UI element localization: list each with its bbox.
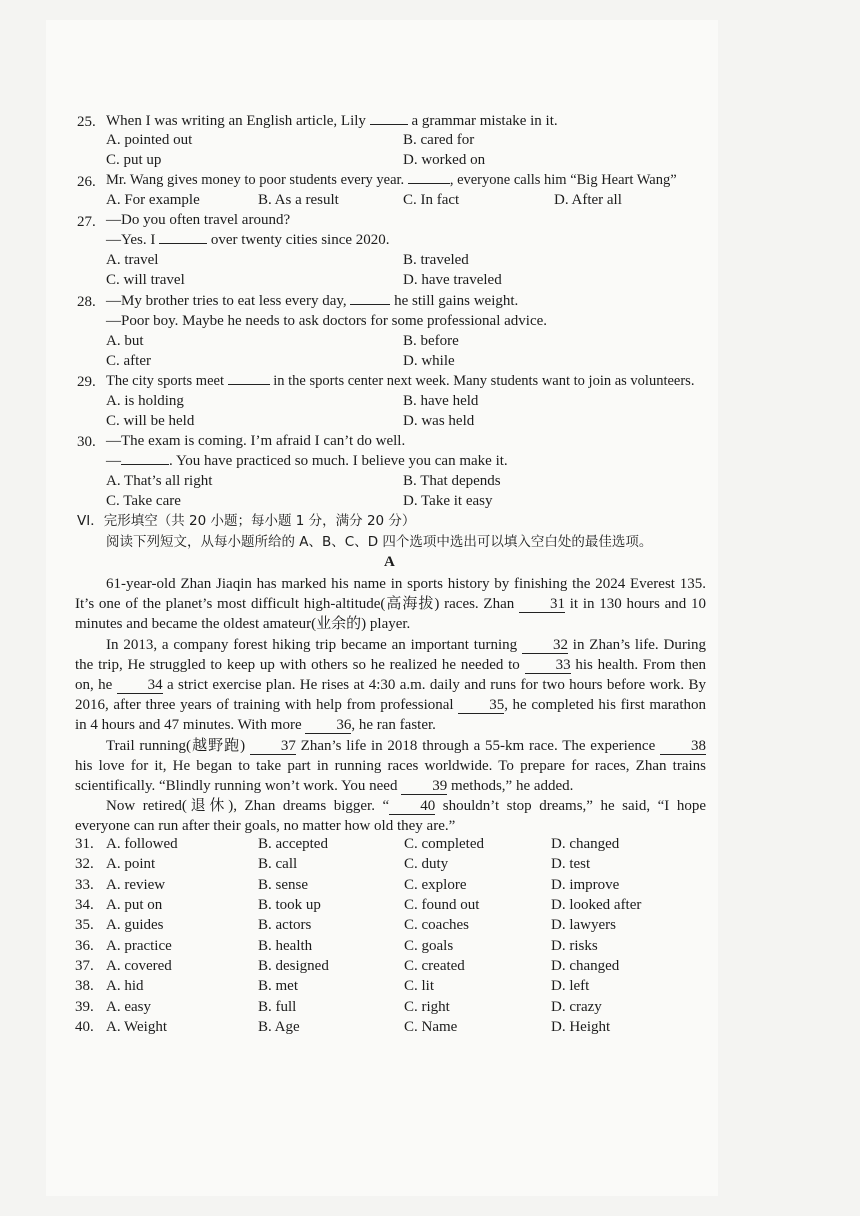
option-c: C. right <box>404 999 450 1015</box>
option-b: B. met <box>258 978 298 994</box>
option-a: A. easy <box>106 999 151 1015</box>
option-d: D. worked on <box>403 152 486 168</box>
blank-35: 35 <box>458 697 504 714</box>
option-b: B. accepted <box>258 836 328 852</box>
passage-paragraph-1: 61-year-old Zhan Jiaqin has marked his name in sports history by finishing the 2024 Everest 135. It’s one of the planet’s most difficult high-altitude(高海拔) races. Zhan 31 it in 130 hours and 10 minutes and became the oldest amateur(业余的) player. <box>75 576 706 632</box>
option-d: D. risks <box>551 938 598 954</box>
option-b: B. took up <box>258 897 321 913</box>
answer-blank <box>408 183 450 184</box>
option-b: B. cared for <box>403 132 475 148</box>
option-c: C. coaches <box>404 917 469 933</box>
question-stem: —My brother tries to eat less every day, he still gains weight. <box>106 293 519 309</box>
blank-38: 38 <box>660 738 706 755</box>
question-number: 29. <box>77 374 96 390</box>
option-a: A. but <box>106 333 144 349</box>
option-d: D. looked after <box>551 897 642 913</box>
option-b: B. have held <box>403 393 479 409</box>
option-a: A. For example <box>106 192 200 208</box>
answer-blank <box>228 384 270 385</box>
option-number: 34. <box>75 897 94 913</box>
option-number: 35. <box>75 917 94 933</box>
option-d: D. lawyers <box>551 917 616 933</box>
blank-37: 37 <box>250 738 296 755</box>
option-a: A. hid <box>106 978 144 994</box>
blank-40: 40 <box>389 798 435 815</box>
question-line: —Poor boy. Maybe he needs to ask doctors for some professional advice. <box>106 313 548 329</box>
option-c: C. after <box>106 353 151 369</box>
option-a: A. covered <box>106 958 172 974</box>
option-c: C. found out <box>404 897 480 913</box>
option-b: B. before <box>403 333 459 349</box>
option-c: C. explore <box>404 877 467 893</box>
option-d: D. changed <box>551 958 620 974</box>
option-a: A. guides <box>106 917 164 933</box>
passage-paragraph-2: In 2013, a company forest hiking trip became an important turning 32 in Zhan’s life. During the trip, He struggled to keep up with others so he realized he needed to 33 his health. From then on, he 34 a strict exercise plan. He rises at 4:30 a.m. daily and runs for two hours before work. By 2016, after three years of training with help from professional 35, he completed his first marathon in 4 hours and 47 minutes. With more 36, he ran faster. <box>75 637 706 733</box>
option-c: C. will be held <box>106 413 195 429</box>
option-number: 40. <box>75 1019 94 1035</box>
question-stem: —Yes. I over twenty cities since 2020. <box>106 232 390 248</box>
option-d: D. Height <box>551 1019 611 1035</box>
option-a: A. travel <box>106 252 159 268</box>
blank-32: 32 <box>522 637 568 654</box>
option-c: C. duty <box>404 856 449 872</box>
option-b: B. As a result <box>258 192 339 208</box>
section-title: VI．完形填空（共 20 小题；每小题 1 分，满分 20 分） <box>77 513 416 529</box>
question-number: 25. <box>77 114 96 130</box>
question-number: 28. <box>77 294 96 310</box>
option-d: D. test <box>551 856 591 872</box>
section-instruction: 阅读下列短文，从每小题所给的 A、B、C、D 四个选项中选出可以填入空白处的最佳选项。 <box>106 534 653 550</box>
blank-36: 36 <box>305 717 351 734</box>
option-a: A. pointed out <box>106 132 193 148</box>
option-c: C. created <box>404 958 465 974</box>
option-number: 36. <box>75 938 94 954</box>
option-c: C. In fact <box>403 192 460 208</box>
question-line: —Do you often travel around? <box>106 212 291 228</box>
option-number: 32. <box>75 856 94 872</box>
option-b: B. designed <box>258 958 329 974</box>
option-d: D. crazy <box>551 999 602 1015</box>
option-d: D. have traveled <box>403 272 502 288</box>
option-a: A. followed <box>106 836 178 852</box>
option-a: A. put on <box>106 897 163 913</box>
answer-blank <box>370 124 408 125</box>
option-a: A. Weight <box>106 1019 168 1035</box>
question-stem: The city sports meet in the sports center next week. Many students want to join as volunteers. <box>106 373 695 389</box>
blank-33: 33 <box>525 657 571 674</box>
option-b: B. call <box>258 856 298 872</box>
option-c: C. goals <box>404 938 454 954</box>
option-b: B. That depends <box>403 473 501 489</box>
option-d: D. changed <box>551 836 620 852</box>
passage-paragraph-3: Trail running(越野跑) 37 Zhan’s life in 2018 through a 55-km race. The experience 38 his love for it, He began to take part in running races worldwide. To prepare for races, Zhan trains scientifically. “Blindly running won’t work. You need 39 methods,” he added. <box>75 738 707 794</box>
question-number: 26. <box>77 174 96 190</box>
question-stem: Mr. Wang gives money to poor students every year. , everyone calls him “Big Heart Wang” <box>106 172 677 188</box>
option-number: 33. <box>75 877 94 893</box>
option-d: D. left <box>551 978 590 994</box>
option-b: B. actors <box>258 917 312 933</box>
option-d: D. improve <box>551 877 620 893</box>
option-c: C. lit <box>404 978 435 994</box>
question-stem: When I was writing an English article, Lily a grammar mistake in it. <box>106 113 558 129</box>
answer-blank <box>350 304 390 305</box>
question-stem: — . You have practiced so much. I believe you can make it. <box>106 453 508 469</box>
option-d: D. After all <box>554 192 622 208</box>
answer-blank <box>121 464 169 465</box>
option-b: B. sense <box>258 877 308 893</box>
passage-label: A <box>384 554 395 570</box>
option-a: A. review <box>106 877 166 893</box>
passage-paragraph-4: Now retired(退休), Zhan dreams bigger. “ 40 shouldn’t stop dreams,” he said, “I hope everyone can run after their goals, no matter how old they are.” <box>75 798 706 834</box>
option-d: D. Take it easy <box>403 493 493 509</box>
option-c: C. Take care <box>106 493 181 509</box>
option-b: B. traveled <box>403 252 469 268</box>
blank-39: 39 <box>401 778 447 795</box>
option-a: A. That’s all right <box>106 473 213 489</box>
option-number: 38. <box>75 978 94 994</box>
option-b: B. Age <box>258 1019 300 1035</box>
blank-34: 34 <box>117 677 163 694</box>
option-b: B. full <box>258 999 297 1015</box>
question-line: —The exam is coming. I’m afraid I can’t do well. <box>106 433 406 449</box>
answer-blank <box>159 243 207 244</box>
question-number: 30. <box>77 434 96 450</box>
option-a: A. point <box>106 856 156 872</box>
option-b: B. health <box>258 938 313 954</box>
question-number: 27. <box>77 214 96 230</box>
option-c: C. Name <box>404 1019 458 1035</box>
option-c: C. completed <box>404 836 484 852</box>
option-number: 31. <box>75 836 94 852</box>
option-c: C. put up <box>106 152 162 168</box>
blank-31: 31 <box>519 596 565 613</box>
option-c: C. will travel <box>106 272 185 288</box>
option-a: A. is holding <box>106 393 184 409</box>
option-d: D. was held <box>403 413 475 429</box>
option-d: D. while <box>403 353 455 369</box>
option-a: A. practice <box>106 938 172 954</box>
option-number: 39. <box>75 999 94 1015</box>
option-number: 37. <box>75 958 94 974</box>
